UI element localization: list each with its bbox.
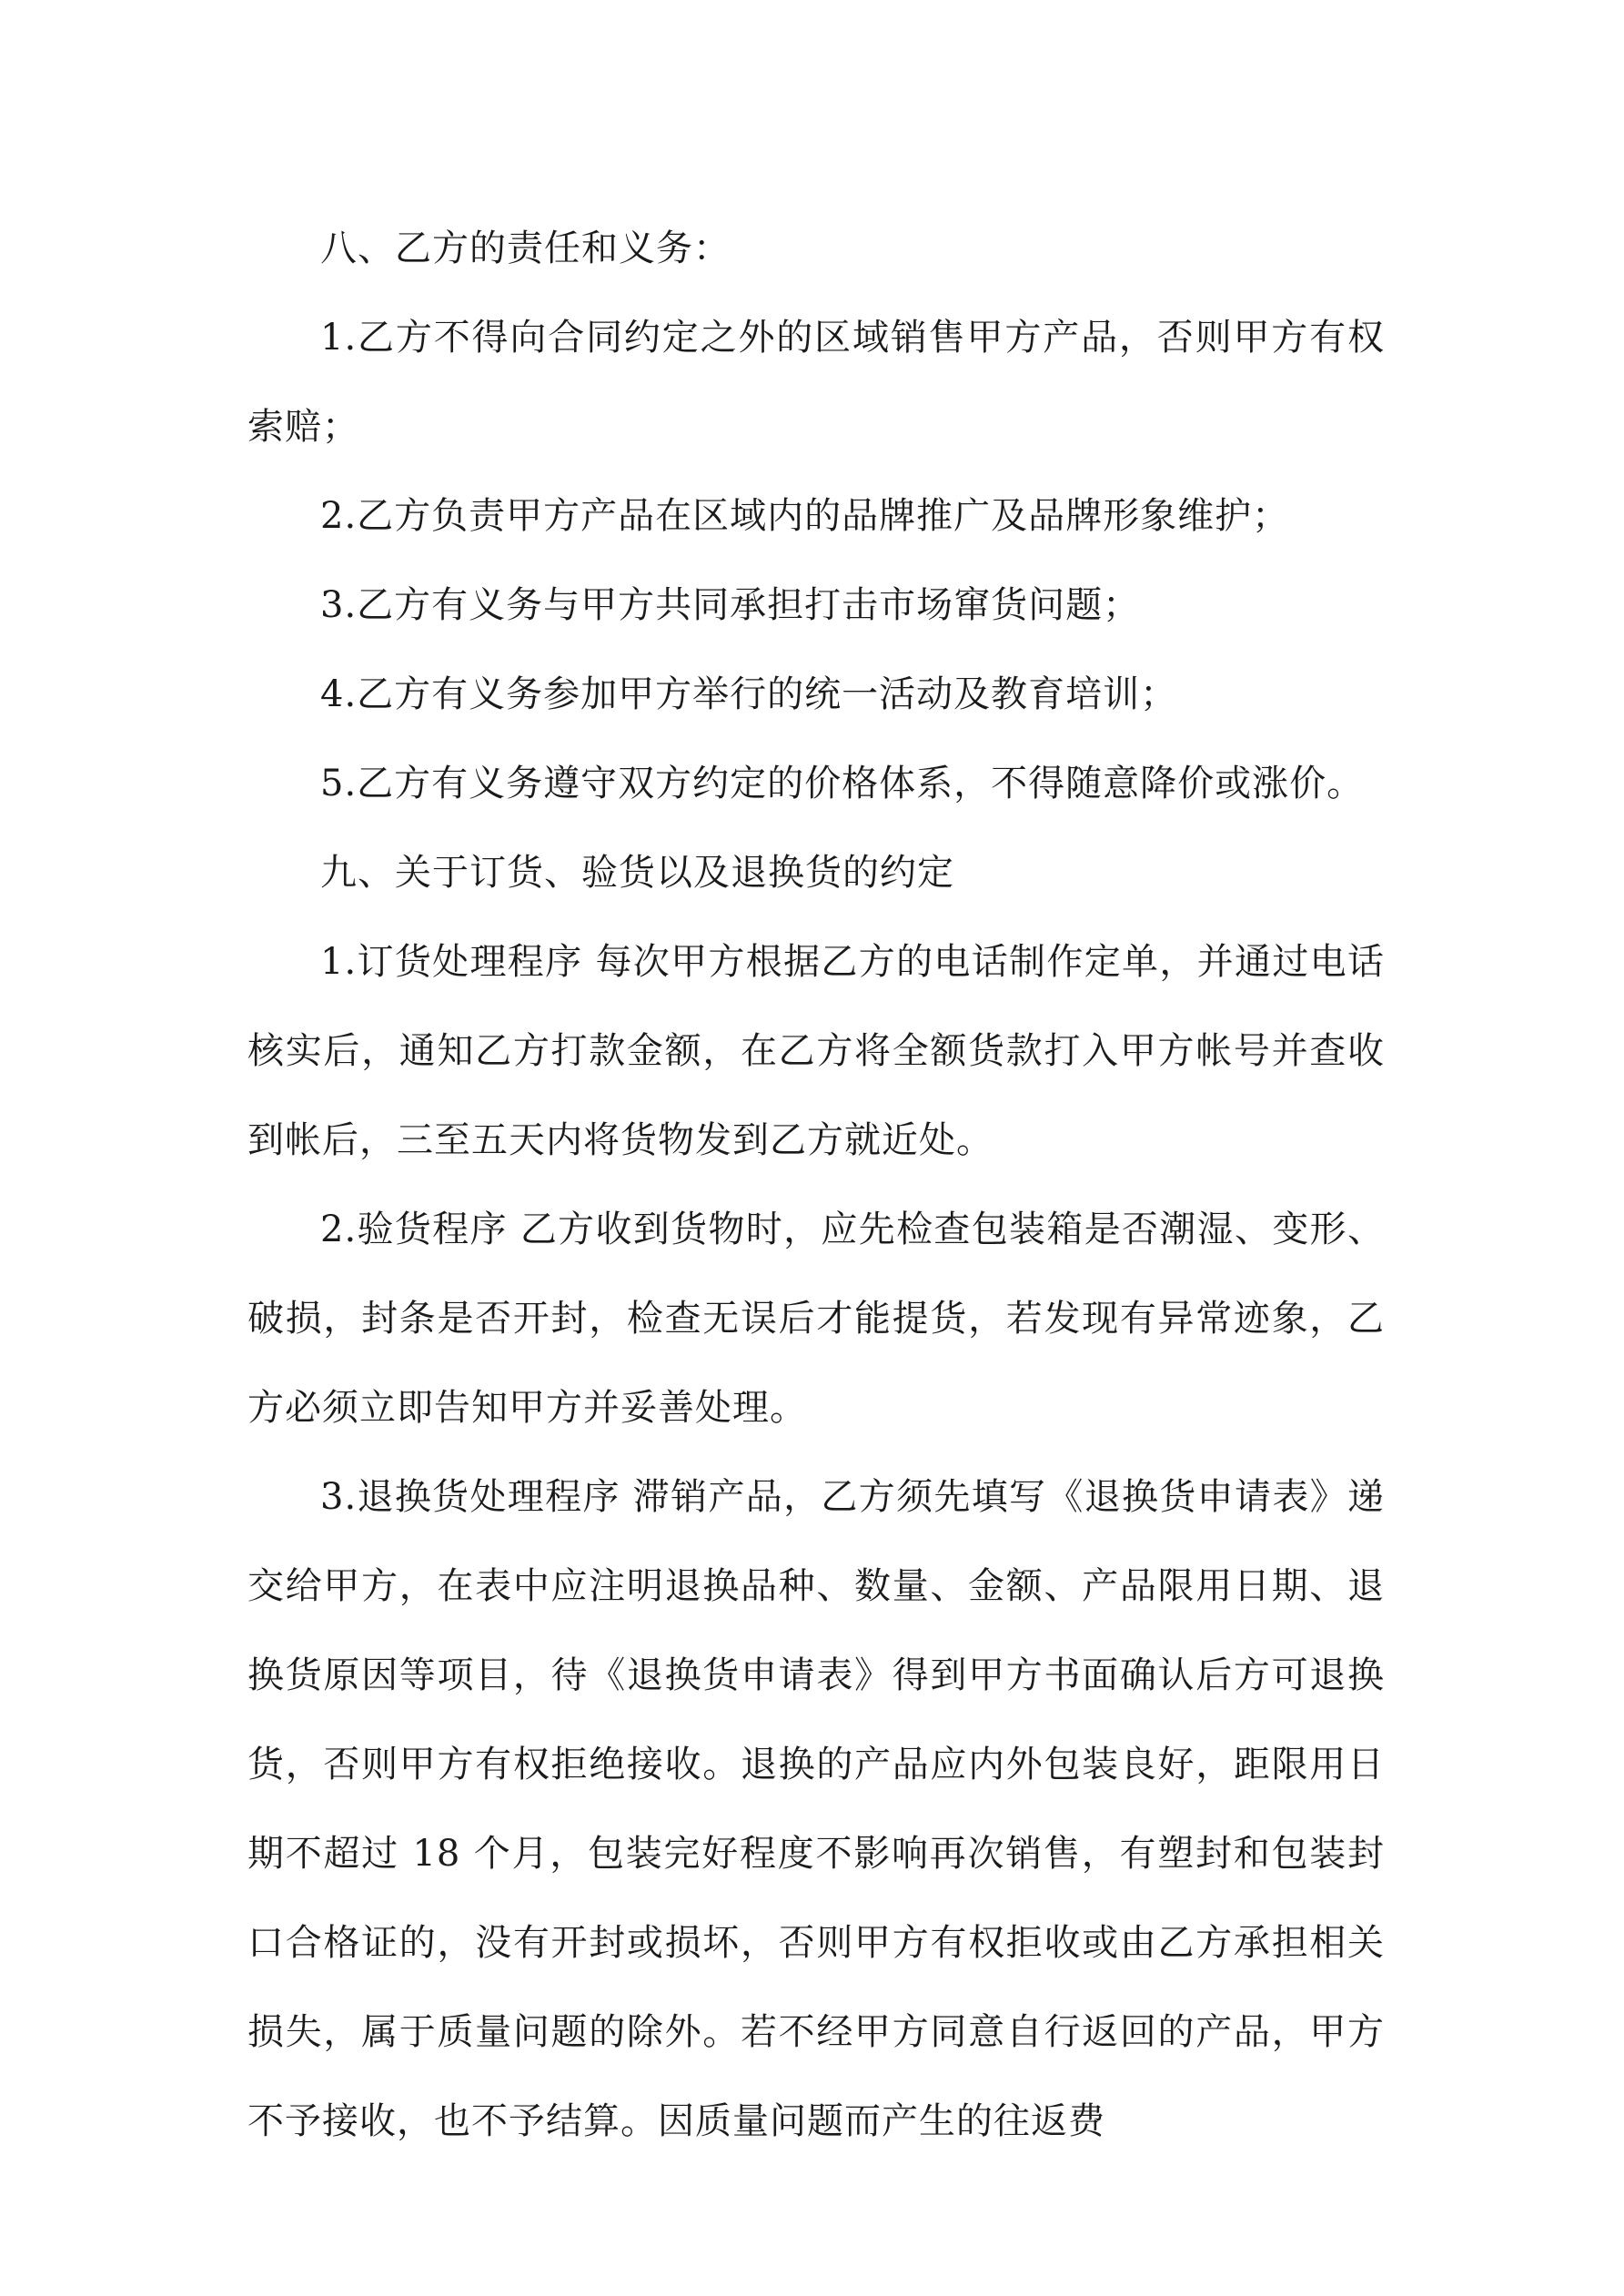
document-body xyxy=(247,204,1385,2166)
clause-8-4: 4.乙方有义务参加甲方举行的统一活动及教育培训； xyxy=(320,673,1178,715)
clause-8-5: 5.乙方有义务遵守双方约定的价格体系，不得随意降价或涨价。 xyxy=(320,763,1365,804)
clause-8-3: 3.乙方有义务与甲方共同承担打击市场窜货问题； xyxy=(320,584,1141,626)
clause-9-1: 1.订货处理程序 每次甲方根据乙方的电话制作定单，并通过电话核实后，通知乙方打款金额，在乙方将全额货款打入甲方帐号并查收到帐后，三至五天内将货物发到乙方就近处。 xyxy=(247,941,1385,1161)
clause-9-3: 3.退换货处理程序 滞销产品，乙方须先填写《退换货申请表》递交给甲方，在表中应注明退换品种、数量、金额、产品限用日期、退换货原因等项目，待《退换货申请表》得到甲方书面确认后方可退换货，否则甲方有权拒绝接收。退换的产品应内外包装良好，距限用日期不超过 18 个月，包装完好程度不影响再次销售，有塑封和包装封口合格证的，没有开封或损坏，否则甲方有权拒收或由乙方承担相关损失，属于质量问题的除外。若不经甲方同意自行返回的产品，甲方不予接收，也不予结算。因质量问题而产生的往返费 xyxy=(247,1476,1385,2142)
section-heading-9: 九、关于订货、验货以及退换货的约定 xyxy=(320,852,954,894)
clause-9-2: 2.验货程序 乙方收到货物时，应先检查包装箱是否潮湿、变形、破损，封条是否开封，检查无误后才能提货，若发现有异常迹象，乙方必须立即告知甲方并妥善处理。 xyxy=(247,1209,1385,1429)
section-heading-8: 八、乙方的责任和义务： xyxy=(320,228,731,269)
clause-8-1: 1.乙方不得向合同约定之外的区域销售甲方产品，否则甲方有权索赔； xyxy=(247,317,1385,448)
clause-8-2: 2.乙方负责甲方产品在区域内的品牌推广及品牌形象维护； xyxy=(320,495,1290,537)
